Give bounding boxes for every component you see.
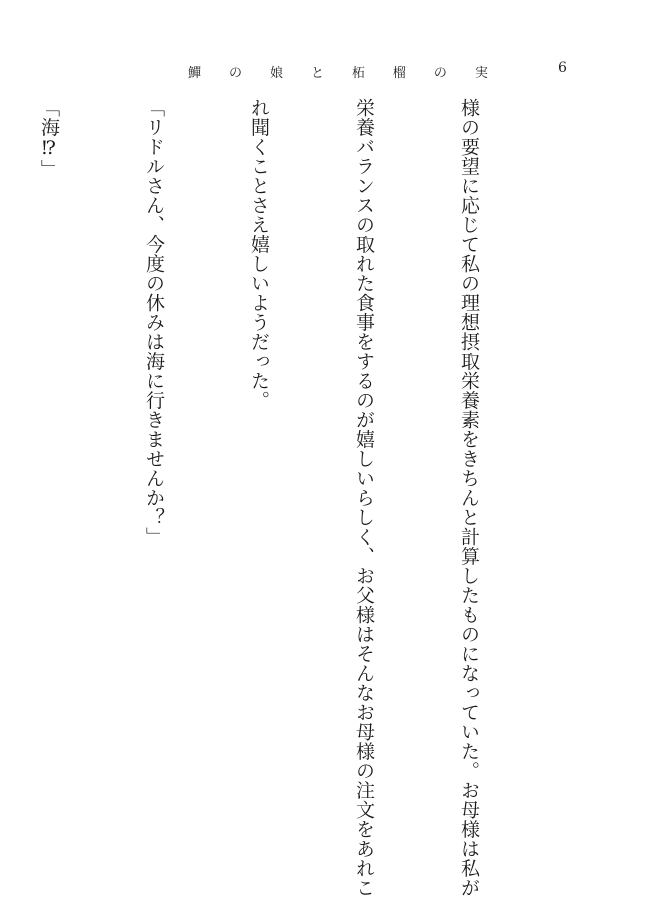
- header-char: の: [433, 66, 447, 81]
- header-char: と: [310, 66, 324, 81]
- text-line: 栄養バランスの取れた食事をするのが嬉しいらしく、お父様はそんなお母様の注文をあれこ: [353, 98, 375, 898]
- header-char: の: [228, 66, 242, 81]
- running-header: [188, 62, 488, 81]
- text-line: れ聞くことさえ嬉しいようだった。: [248, 98, 270, 410]
- header-char: 実: [474, 66, 488, 81]
- body-text: [0, 98, 556, 898]
- text-line: 様の要望に応じて私の理想摂取栄養素をきちんと計算したものになっていた。お母様は私が: [458, 98, 480, 898]
- text-line: 「海⁉」: [38, 98, 60, 179]
- page-number: 6: [558, 60, 567, 76]
- header-char: 柘: [351, 66, 365, 81]
- header-char: 娘: [269, 66, 283, 81]
- header-char: 榴: [392, 66, 406, 81]
- text-line: 「リドルさん、今度の休みは海に行きませんか？」: [143, 98, 165, 547]
- header-char: 鱓: [188, 66, 202, 81]
